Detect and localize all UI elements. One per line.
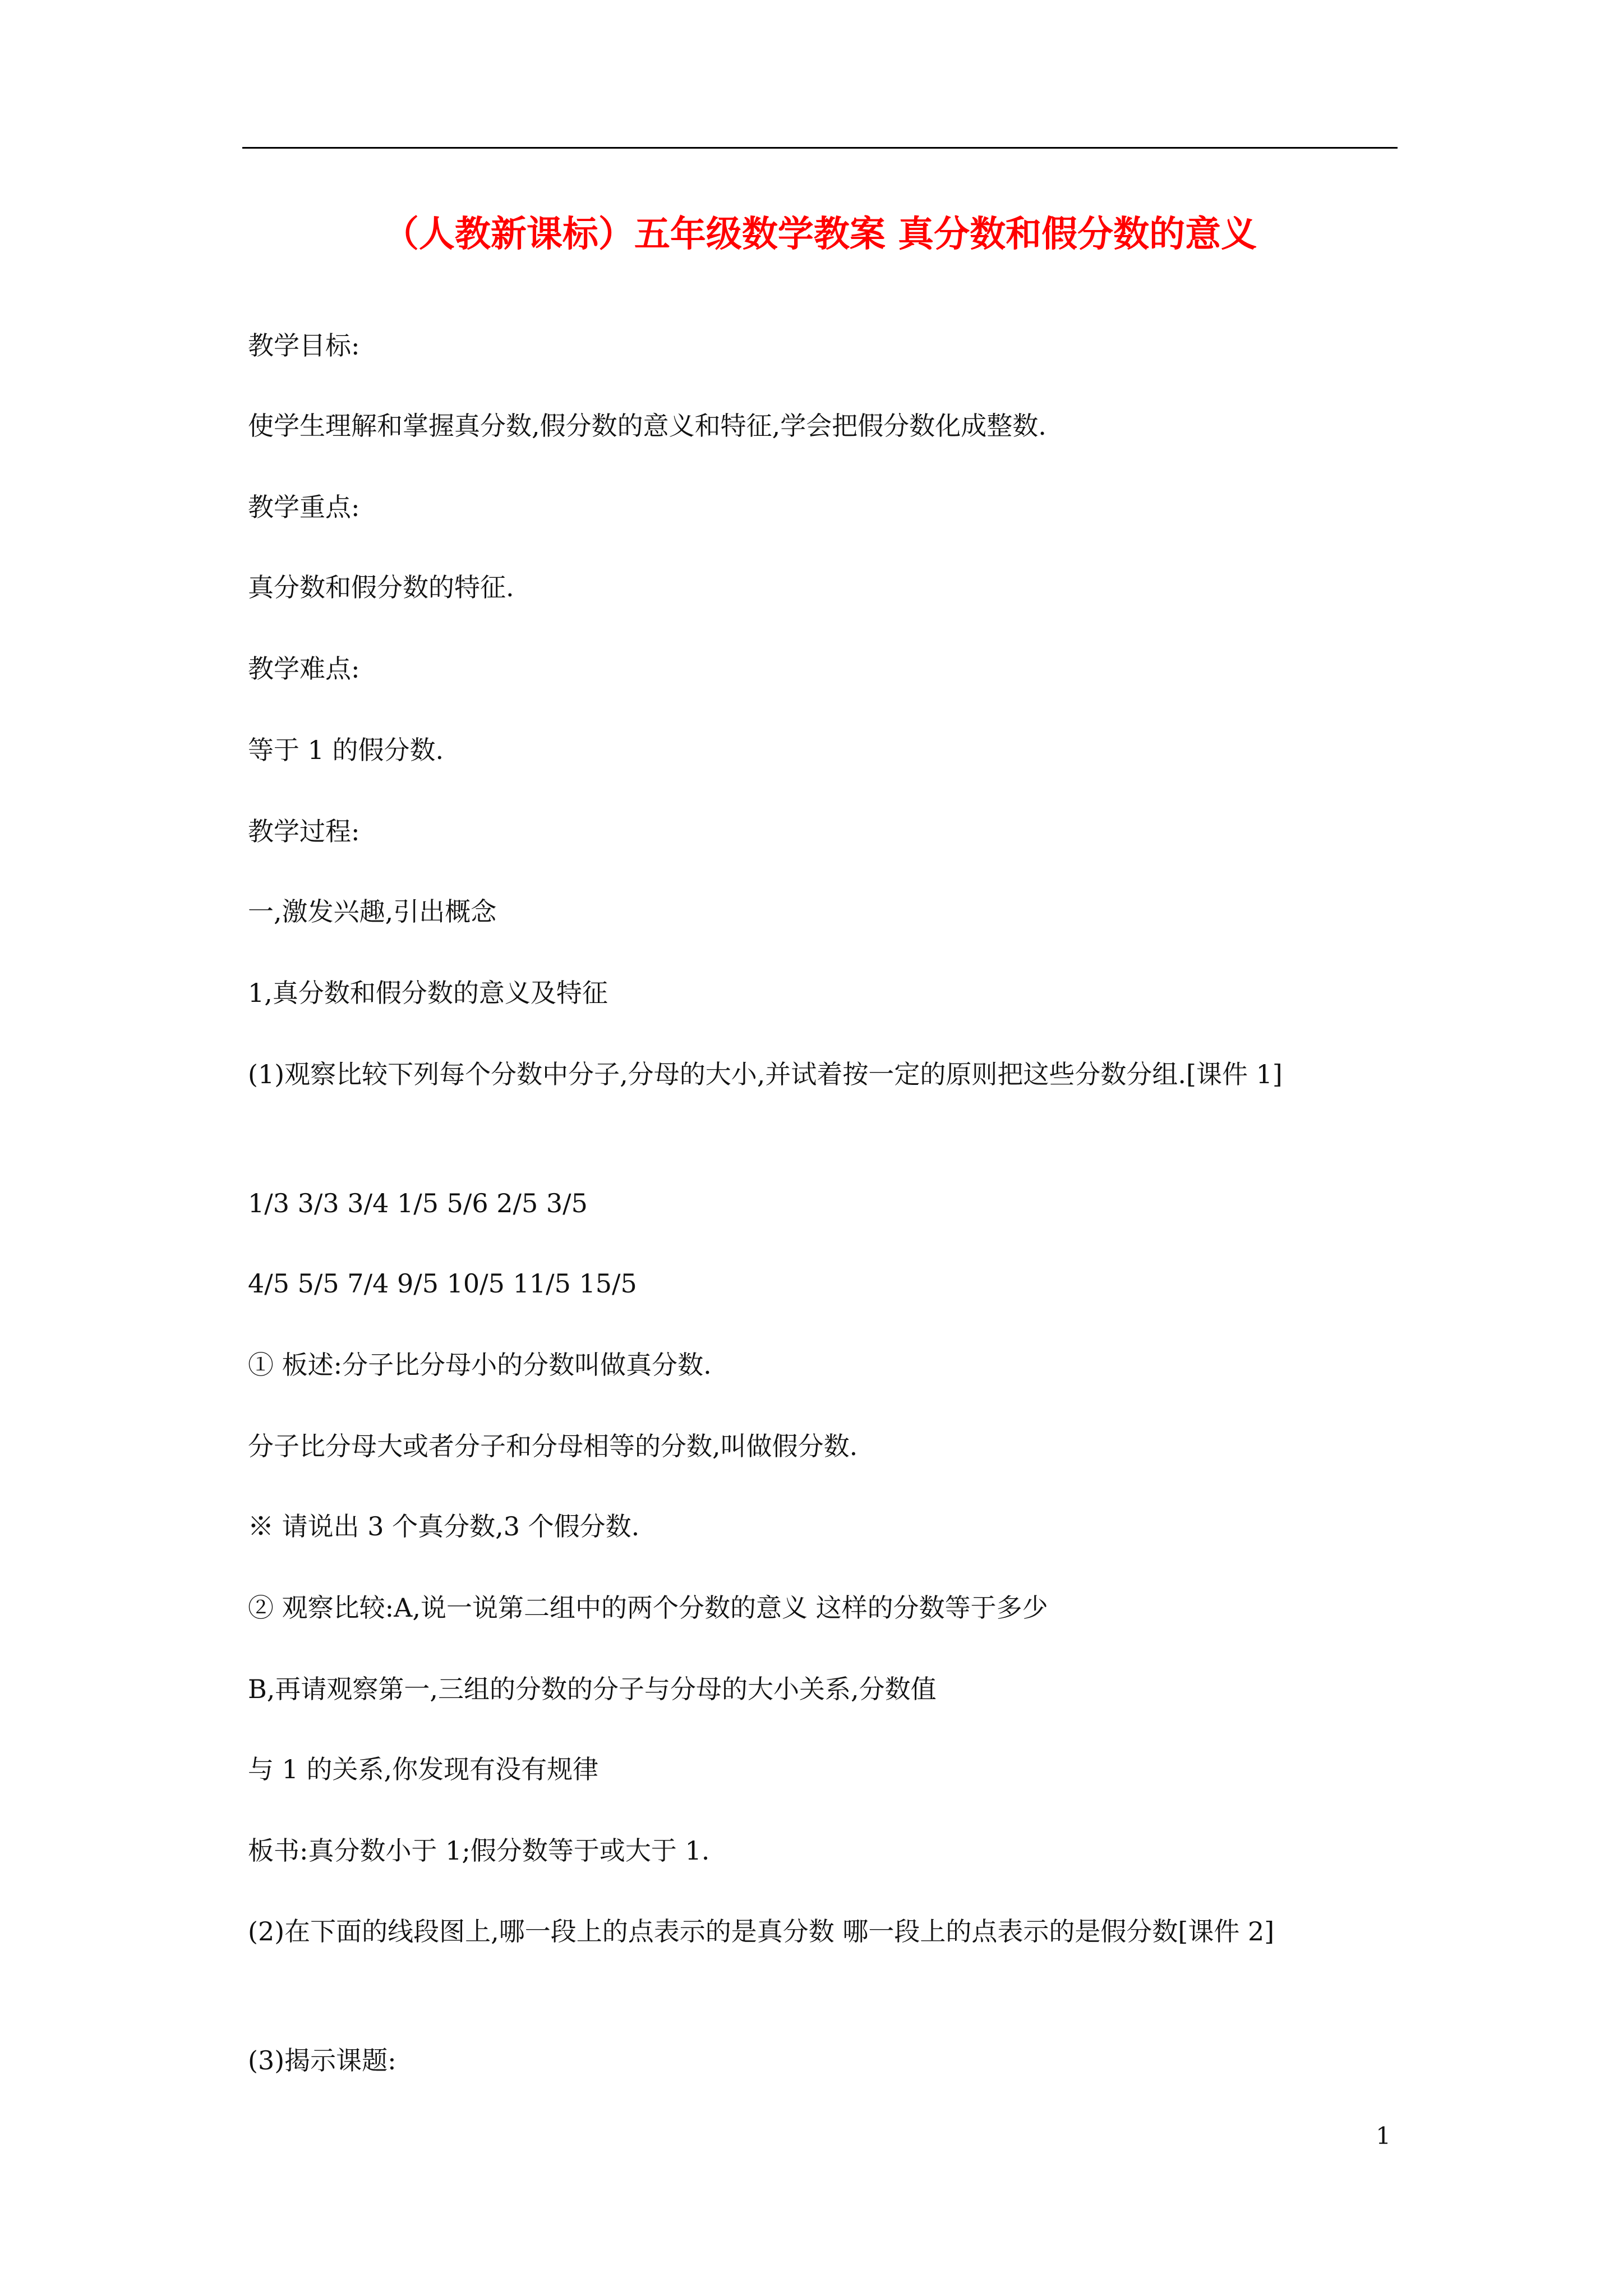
section-heading-key-points: 教学重点:	[248, 492, 360, 522]
paragraph-reveal-topic: (3)揭示课题:	[248, 2045, 396, 2076]
paragraph-key-points: 真分数和假分数的特征.	[248, 572, 514, 602]
paragraph-objectives: 使学生理解和掌握真分数,假分数的意义和特征,学会把假分数化成整数.	[248, 411, 1046, 441]
page-number: 1	[1376, 2122, 1391, 2150]
paragraph-step-one: 一,激发兴趣,引出概念	[248, 896, 497, 927]
paragraph-difficulties: 等于 1 的假分数.	[248, 735, 444, 765]
fraction-row-1: 1/3 3/3 3/4 1/5 5/6 2/5 3/5	[248, 1188, 588, 1218]
paragraph-observe-b: B,再请观察第一,三组的分数的分子与分母的大小关系,分数值	[248, 1674, 937, 1704]
paragraph-observe-compare: (1)观察比较下列每个分数中分子,分母的大小,并试着按一定的原则把这些分数分组.[课件 1]	[248, 1059, 1283, 1089]
paragraph-improper-definition: 分子比分母大或者分子和分母相等的分数,叫做假分数.	[248, 1431, 858, 1461]
header-rule	[242, 147, 1398, 149]
paragraph-line-segment: (2)在下面的线段图上,哪一段上的点表示的是真分数 哪一段上的点表示的是假分数[课件 2]	[248, 1916, 1275, 1947]
section-heading-difficulties: 教学难点:	[248, 654, 360, 684]
section-heading-objectives: 教学目标:	[248, 330, 360, 361]
section-heading-process: 教学过程:	[248, 816, 360, 846]
page-title: （人教新课标）五年级数学教案 真分数和假分数的意义	[382, 213, 1257, 255]
paragraph-board-writing: 板书:真分数小于 1;假分数等于或大于 1.	[248, 1835, 710, 1866]
paragraph-relation-one: 与 1 的关系,你发现有没有规律	[248, 1754, 599, 1784]
fraction-row-2: 4/5 5/5 7/4 9/5 10/5 11/5 15/5	[248, 1268, 637, 1299]
paragraph-meaning-features: 1,真分数和假分数的意义及特征	[248, 978, 608, 1008]
paragraph-observe-a: ② 观察比较:A,说一说第二组中的两个分数的意义 这样的分数等于多少	[248, 1593, 1048, 1623]
paragraph-proper-definition: ① 板述:分子比分母小的分数叫做真分数.	[248, 1350, 712, 1380]
paragraph-examples: ※ 请说出 3 个真分数,3 个假分数.	[248, 1511, 640, 1542]
